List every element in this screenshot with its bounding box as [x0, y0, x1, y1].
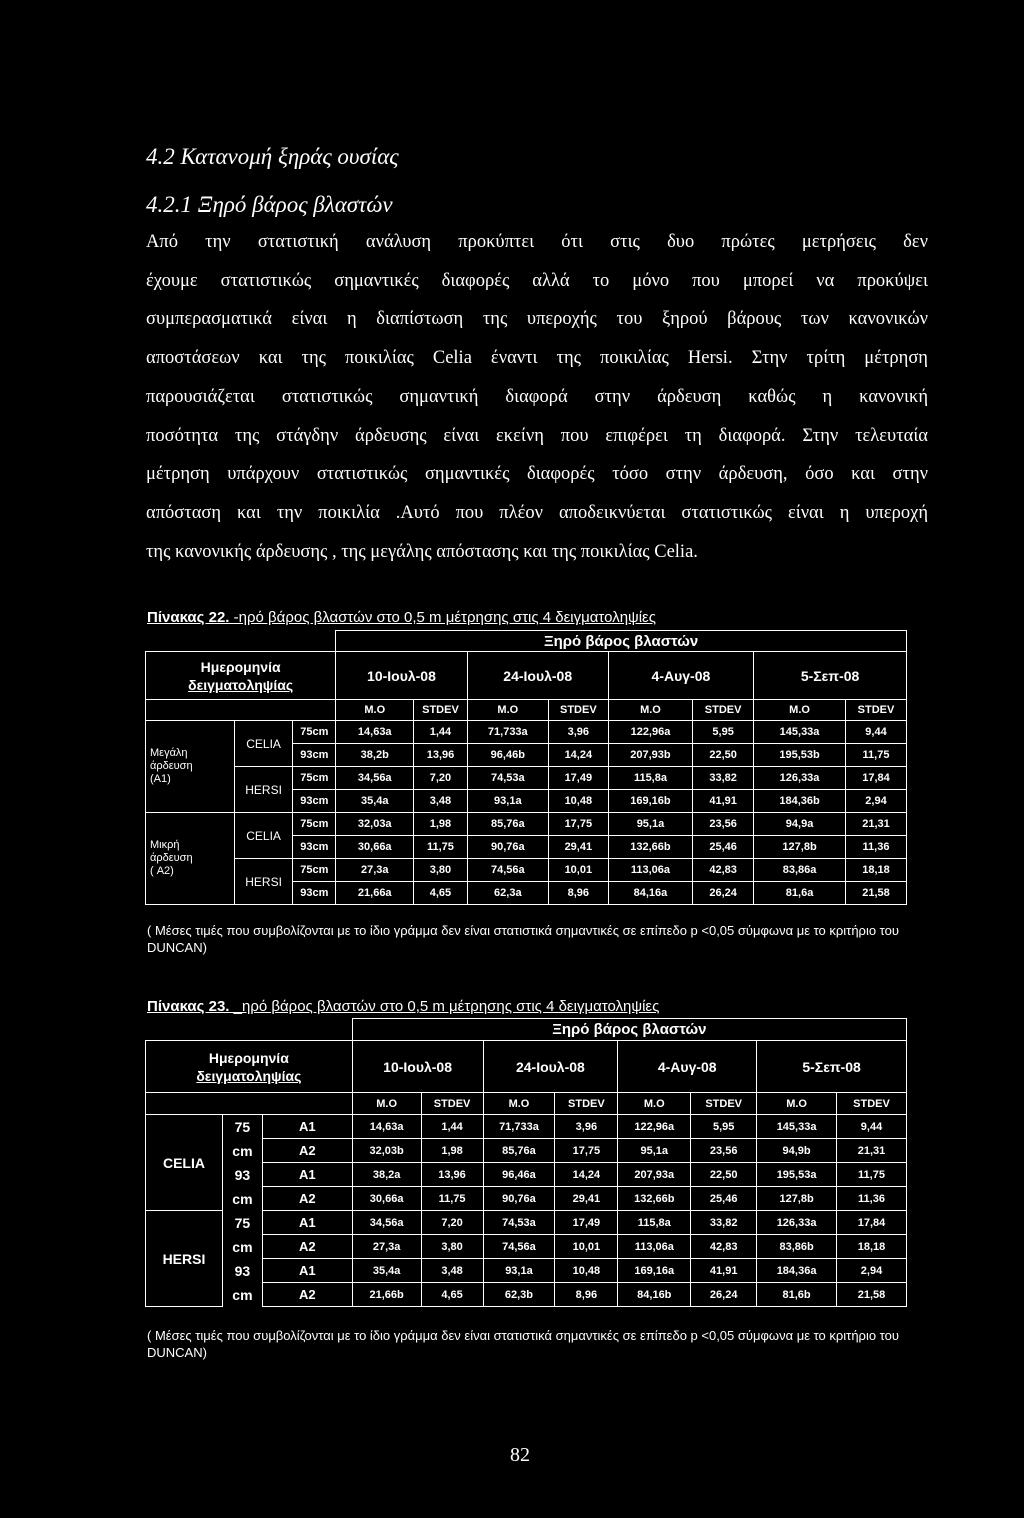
table-cell: 127,8b [757, 1187, 837, 1211]
table-cell: 90,76a [483, 1187, 555, 1211]
table-cell: 29,41 [548, 836, 608, 859]
table-cell: 169,16b [608, 790, 692, 813]
table-cell: 22,50 [691, 1163, 757, 1187]
paragraph-line: παρουσιάζεται στατιστικώς σημαντική διαφορά στην άρδευση καθώς η κανονική [146, 386, 928, 407]
irrigation-cell: A2 [262, 1187, 352, 1211]
table-cell: 9,44 [846, 721, 907, 744]
table-cell: 62,3b [483, 1283, 555, 1307]
table-cell: 8,96 [548, 882, 608, 905]
distance-cell: 93cm [293, 836, 336, 859]
table-cell: 85,76a [483, 1139, 555, 1163]
table-cell: 10,01 [555, 1235, 618, 1259]
page-number: 82 [510, 1444, 530, 1466]
stat-header: STDEV [846, 700, 907, 721]
table-cell: 122,96a [618, 1115, 691, 1139]
empty-cell [146, 1093, 353, 1115]
table-cell: 8,96 [555, 1283, 618, 1307]
table-cell: 84,16b [618, 1283, 691, 1307]
table-cell: 33,82 [691, 1211, 757, 1235]
table-caption-text: _ηρό βάρος βλαστών στο 0,5 m μέτρησης στις 4 δειγματοληψίες [229, 998, 660, 1015]
stat-header: STDEV [555, 1093, 618, 1115]
date-col-header: 5-Σεπ-08 [757, 1041, 907, 1093]
table-cell: 23,56 [693, 813, 754, 836]
irrigation-group-label-line: ( A2) [150, 865, 174, 877]
table-cell: 81,6b [757, 1283, 837, 1307]
table-cell: 10,01 [548, 859, 608, 882]
table-cell: 90,76a [467, 836, 548, 859]
table-cell: 30,66a [336, 836, 414, 859]
table-cell: 18,18 [846, 859, 907, 882]
table-cell: 14,24 [555, 1163, 618, 1187]
empty-corner [146, 1019, 353, 1041]
table-cell: 71,733a [483, 1115, 555, 1139]
table-cell: 1,98 [421, 1139, 483, 1163]
paragraph-line: έχουμε στατιστικώς σημαντικές διαφορές αλλά το μόνο που μπορεί να προκύψει [146, 270, 928, 291]
stat-header: M.O [608, 700, 692, 721]
irrigation-cell: A1 [262, 1259, 352, 1283]
table-cell: 7,20 [421, 1211, 483, 1235]
stat-header: M.O [754, 700, 846, 721]
table-cell: 145,33a [757, 1115, 837, 1139]
table-cell: 35,4a [336, 790, 414, 813]
date-header [146, 1041, 353, 1093]
table-cell: 21,66b [352, 1283, 421, 1307]
table-cell: 74,53a [483, 1211, 555, 1235]
distance-unit: cm [222, 1283, 262, 1307]
table-cell: 1,98 [414, 813, 467, 836]
table-cell: 74,56a [467, 859, 548, 882]
table-cell: 11,75 [846, 744, 907, 767]
table-footnote: ( Μέσες τιμές που συμβολίζονται με το ίδιο γράμμα δεν είναι στατιστικά σημαντικές σε επίπεδο p <0,05 σύμφωνα με το κριτήριο του DUNCAN) [147, 1328, 899, 1360]
table-cell: 17,84 [837, 1211, 907, 1235]
distance-number: 93 [222, 1259, 262, 1283]
table-cell: 4,65 [414, 882, 467, 905]
empty-cell [146, 700, 336, 721]
table-cell: 41,91 [693, 790, 754, 813]
empty-corner [146, 631, 336, 652]
table-cell: 32,03b [352, 1139, 421, 1163]
stat-header: M.O [618, 1093, 691, 1115]
table-cell: 21,58 [837, 1283, 907, 1307]
table-cell: 25,46 [693, 836, 754, 859]
table-cell: 2,94 [837, 1259, 907, 1283]
distance-unit: cm [222, 1187, 262, 1211]
variety-label: HERSI [146, 1211, 223, 1307]
table-cell: 207,93b [608, 744, 692, 767]
table-cell: 18,18 [837, 1235, 907, 1259]
distance-cell: 93cm [293, 882, 336, 905]
table-cell: 95,1a [608, 813, 692, 836]
table-main-header: Ξηρό βάρος βλαστών [352, 1019, 906, 1041]
paragraph-line: μέτρηση υπάρχουν στατιστικώς σημαντικές διαφορές τόσο στην άρδευση, όσο και στην [146, 464, 928, 485]
table-cell: 113,06a [608, 859, 692, 882]
table-cell: 132,66b [618, 1187, 691, 1211]
table-cell: 17,84 [846, 767, 907, 790]
table-cell: 145,33a [754, 721, 846, 744]
table-cell: 184,36b [754, 790, 846, 813]
table-cell: 3,80 [421, 1235, 483, 1259]
irrigation-group-label [146, 721, 235, 813]
date-col-header: 10-Ιουλ-08 [352, 1041, 483, 1093]
table-cell: 3,48 [414, 790, 467, 813]
table-cell: 38,2a [352, 1163, 421, 1187]
dry-weight-table-22 [145, 630, 907, 905]
table-cell: 11,75 [421, 1187, 483, 1211]
stat-header: STDEV [837, 1093, 907, 1115]
table-cell: 84,16a [608, 882, 692, 905]
irrigation-cell: A2 [262, 1235, 352, 1259]
table-cell: 34,56a [336, 767, 414, 790]
irrigation-group-label-line: άρδευση [150, 852, 193, 864]
table-caption-label: Πίνακας 22. [147, 609, 230, 626]
stat-header: M.O [757, 1093, 837, 1115]
irrigation-group-label-line: Μεγάλη [150, 747, 188, 759]
date-header-line: Ημερομηνία [208, 1049, 289, 1066]
table-footnote: ( Μέσες τιμές που συμβολίζονται με το ίδιο γράμμα δεν είναι στατιστικά σημαντικές σε επίπεδο p <0,05 σύμφωνα με το κριτήριο του DUNCAN) [147, 923, 899, 955]
irrigation-cell: A2 [262, 1283, 352, 1307]
table-cell: 85,76a [467, 813, 548, 836]
variety-label: CELIA [234, 813, 293, 859]
table-cell: 11,75 [414, 836, 467, 859]
distance-cell: 93cm [293, 790, 336, 813]
table-cell: 1,44 [421, 1115, 483, 1139]
paragraph-line: Από την στατιστική ανάλυση προκύπτει ότι στις δυο πρώτες μετρήσεις δεν [146, 232, 928, 252]
table-cell: 207,93a [618, 1163, 691, 1187]
subsection-title: 4.2.1 Ξηρό βάρος βλαστών [146, 192, 393, 217]
table-cell: 126,33a [757, 1211, 837, 1235]
table-cell: 25,46 [691, 1187, 757, 1211]
variety-label: HERSI [234, 859, 293, 905]
body-paragraph [146, 223, 928, 571]
stat-header: M.O [352, 1093, 421, 1115]
table-cell: 17,49 [548, 767, 608, 790]
stat-header: M.O [483, 1093, 555, 1115]
section-title: 4.2 Κατανομή ξηράς ουσίας [146, 144, 399, 169]
date-header-line: δειγματοληψίας [188, 676, 294, 693]
table-cell: 34,56a [352, 1211, 421, 1235]
irrigation-group-label-line: (A1) [150, 773, 171, 785]
date-col-header: 10-Ιουλ-08 [336, 652, 467, 700]
irrigation-group-label [146, 813, 235, 905]
table-cell: 14,63a [336, 721, 414, 744]
table-cell: 21,58 [846, 882, 907, 905]
table-cell: 29,41 [555, 1187, 618, 1211]
table-cell: 5,95 [691, 1115, 757, 1139]
paragraph-line: αποστάσεων και της ποικιλίας Celia έναντι της ποικιλίας Hersi. Στην τρίτη μέτρηση [146, 348, 928, 369]
table-cell: 17,75 [548, 813, 608, 836]
table-cell: 113,06a [618, 1235, 691, 1259]
table-cell: 27,3a [336, 859, 414, 882]
table-cell: 4,65 [421, 1283, 483, 1307]
paragraph-line: της κανονικής άρδευσης , της μεγάλης απόστασης και της ποικιλίας Celia. [146, 541, 698, 562]
date-header [146, 652, 336, 700]
table-cell: 74,53a [467, 767, 548, 790]
distance-cell: 75cm [293, 767, 336, 790]
table-cell: 132,66b [608, 836, 692, 859]
table-cell: 74,56a [483, 1235, 555, 1259]
stat-header: M.O [467, 700, 548, 721]
paragraph-line: ποσότητα της στάγδην άρδευσης είναι εκείνη που επιφέρει τη διαφορά. Στην τελευταία [146, 425, 928, 446]
table-cell: 93,1a [467, 790, 548, 813]
table-cell: 7,20 [414, 767, 467, 790]
table-cell: 115,8a [618, 1211, 691, 1235]
table-cell: 30,66a [352, 1187, 421, 1211]
table-cell: 27,3a [352, 1235, 421, 1259]
date-col-header: 24-Ιουλ-08 [467, 652, 608, 700]
table-cell: 115,8a [608, 767, 692, 790]
table-cell: 22,50 [693, 744, 754, 767]
table-cell: 33,82 [693, 767, 754, 790]
distance-number: 75 [222, 1115, 262, 1139]
table-cell: 83,86b [757, 1235, 837, 1259]
stat-header: STDEV [548, 700, 608, 721]
table-cell: 17,49 [555, 1211, 618, 1235]
table-cell: 11,75 [837, 1163, 907, 1187]
table-cell: 11,36 [837, 1187, 907, 1211]
table-cell: 38,2b [336, 744, 414, 767]
table-cell: 13,96 [414, 744, 467, 767]
table-cell: 3,96 [555, 1115, 618, 1139]
date-header-line: δειγματοληψίας [196, 1067, 302, 1084]
table-cell: 93,1a [483, 1259, 555, 1283]
table-cell: 41,91 [691, 1259, 757, 1283]
variety-label: CELIA [146, 1115, 223, 1211]
distance-cell: 75cm [293, 859, 336, 882]
stat-header: M.O [336, 700, 414, 721]
distance-cell: 75cm [293, 813, 336, 836]
table-cell: 21,66a [336, 882, 414, 905]
irrigation-group-label-line: άρδευση [150, 760, 193, 772]
table-caption [147, 998, 659, 1015]
table-cell: 5,95 [693, 721, 754, 744]
table-cell: 11,36 [846, 836, 907, 859]
table-cell: 14,63a [352, 1115, 421, 1139]
table-cell: 184,36a [757, 1259, 837, 1283]
paragraph-line: συμπερασματικά είναι η διαπίστωση της υπεροχής του ξηρού βάρους των κανονικών [146, 309, 928, 330]
table-cell: 10,48 [548, 790, 608, 813]
table-cell: 3,96 [548, 721, 608, 744]
variety-label: HERSI [234, 767, 293, 813]
table-cell: 126,33a [754, 767, 846, 790]
table-cell: 127,8b [754, 836, 846, 859]
table-cell: 2,94 [846, 790, 907, 813]
table-caption-text: -ηρό βάρος βλαστών στο 0,5 m μέτρησης στις 4 δειγματοληψίες [229, 609, 656, 626]
table-cell: 32,03a [336, 813, 414, 836]
distance-number: 75 [222, 1211, 262, 1235]
stat-header: STDEV [414, 700, 467, 721]
table-cell: 23,56 [691, 1139, 757, 1163]
table-cell: 81,6a [754, 882, 846, 905]
dry-weight-table-23 [145, 1018, 907, 1307]
table-cell: 14,24 [548, 744, 608, 767]
table-cell: 96,46a [483, 1163, 555, 1187]
table-cell: 71,733a [467, 721, 548, 744]
table-cell: 62,3a [467, 882, 548, 905]
distance-unit: cm [222, 1139, 262, 1163]
table-cell: 83,86a [754, 859, 846, 882]
paragraph-line: απόσταση και την ποικιλία .Αυτό που πλέον αποδεικνύεται στατιστικώς είναι η υπεροχή [146, 502, 928, 523]
table-cell: 3,48 [421, 1259, 483, 1283]
stat-header: STDEV [421, 1093, 483, 1115]
distance-unit: cm [222, 1235, 262, 1259]
table-cell: 21,31 [837, 1139, 907, 1163]
table-cell: 195,53b [754, 744, 846, 767]
table-cell: 9,44 [837, 1115, 907, 1139]
table-cell: 17,75 [555, 1139, 618, 1163]
table-cell: 96,46b [467, 744, 548, 767]
irrigation-cell: A1 [262, 1115, 352, 1139]
date-header-line: Ημερομηνία [200, 658, 281, 675]
table-main-header: Ξηρό βάρος βλαστών [336, 631, 907, 652]
irrigation-cell: A1 [262, 1211, 352, 1235]
table-cell: 94,9b [757, 1139, 837, 1163]
distance-cell: 93cm [293, 744, 336, 767]
irrigation-group-label-line: Μικρή [150, 839, 180, 851]
table-cell: 195,53a [757, 1163, 837, 1187]
table-cell: 95,1a [618, 1139, 691, 1163]
table-cell: 26,24 [691, 1283, 757, 1307]
table-cell: 10,48 [555, 1259, 618, 1283]
date-col-header: 4-Αυγ-08 [618, 1041, 757, 1093]
table-cell: 169,16a [618, 1259, 691, 1283]
table-cell: 21,31 [846, 813, 907, 836]
table-cell: 35,4a [352, 1259, 421, 1283]
table-cell: 1,44 [414, 721, 467, 744]
date-col-header: 4-Αυγ-08 [608, 652, 753, 700]
table-caption-label: Πίνακας 23. [147, 998, 230, 1015]
distance-cell: 75cm [293, 721, 336, 744]
date-col-header: 24-Ιουλ-08 [483, 1041, 618, 1093]
variety-label: CELIA [234, 721, 293, 767]
table-cell: 3,80 [414, 859, 467, 882]
table-cell: 94,9a [754, 813, 846, 836]
stat-header: STDEV [691, 1093, 757, 1115]
table-cell: 42,83 [691, 1235, 757, 1259]
irrigation-cell: A2 [262, 1139, 352, 1163]
table-cell: 13,96 [421, 1163, 483, 1187]
table-cell: 122,96a [608, 721, 692, 744]
distance-number: 93 [222, 1163, 262, 1187]
table-cell: 42,83 [693, 859, 754, 882]
table-caption [147, 609, 656, 626]
irrigation-cell: A1 [262, 1163, 352, 1187]
date-col-header: 5-Σεπ-08 [754, 652, 907, 700]
stat-header: STDEV [693, 700, 754, 721]
table-cell: 26,24 [693, 882, 754, 905]
